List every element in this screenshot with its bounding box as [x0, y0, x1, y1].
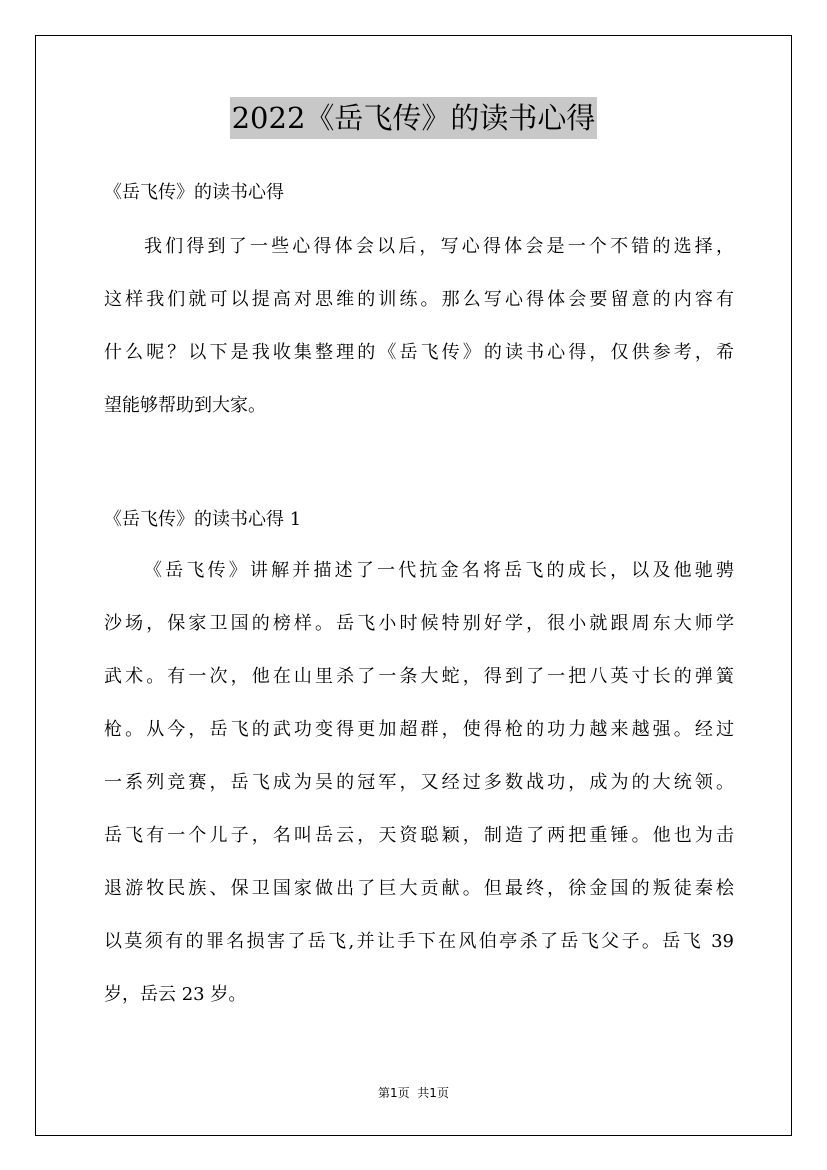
paragraph-line: 我们得到了一些心得体会以后，写心得体会是一个不错的选择， — [144, 236, 734, 257]
title-container — [0, 97, 827, 139]
paragraph-line: 望能够帮助到大家。 — [104, 395, 266, 416]
paragraph-line: 以莫须有的罪名损害了岳飞,并让手下在风伯亭杀了岳飞父子。岳飞 39 — [104, 931, 734, 952]
intro-paragraph — [104, 220, 734, 432]
section-paragraph — [104, 544, 734, 1021]
page-footer: 第1页 共1页 — [378, 1086, 449, 1100]
paragraph-line: 《岳飞传》讲解并描述了一代抗金名将岳飞的成长，以及他驰骋 — [144, 560, 734, 581]
paragraph-line: 什么呢？以下是我收集整理的《岳飞传》的读书心得，仅供参考，希 — [104, 342, 734, 363]
paragraph-line: 岳飞有一个儿子，名叫岳云，天资聪颖，制造了两把重锤。他也为击 — [104, 825, 734, 846]
paragraph-line: 退游牧民族、保卫国家做出了巨大贡献。但最终，徐金国的叛徒秦桧 — [104, 878, 734, 899]
paragraph-line: 武术。有一次，他在山里杀了一条大蛇，得到了一把八英寸长的弹簧 — [104, 666, 734, 687]
document-subtitle: 《岳飞传》的读书心得 — [104, 182, 284, 203]
paragraph-line: 这样我们就可以提高对思维的训练。那么写心得体会要留意的内容有 — [104, 289, 734, 310]
paragraph-line: 沙场，保家卫国的榜样。岳飞小时候特别好学，很小就跟周东大师学 — [104, 613, 734, 634]
section-heading: 《岳飞传》的读书心得 1 — [104, 509, 302, 530]
paragraph-line: 枪。从今，岳飞的武功变得更加超群，使得枪的功力越来越强。经过 — [104, 719, 734, 740]
paragraph-line: 一系列竞赛，岳飞成为吴的冠军，又经过多数战功，成为的大统领。 — [104, 772, 734, 793]
paragraph-line: 岁，岳云 23 岁。 — [104, 984, 247, 1005]
document-title: 2022《岳飞传》的读书心得 — [230, 97, 598, 139]
